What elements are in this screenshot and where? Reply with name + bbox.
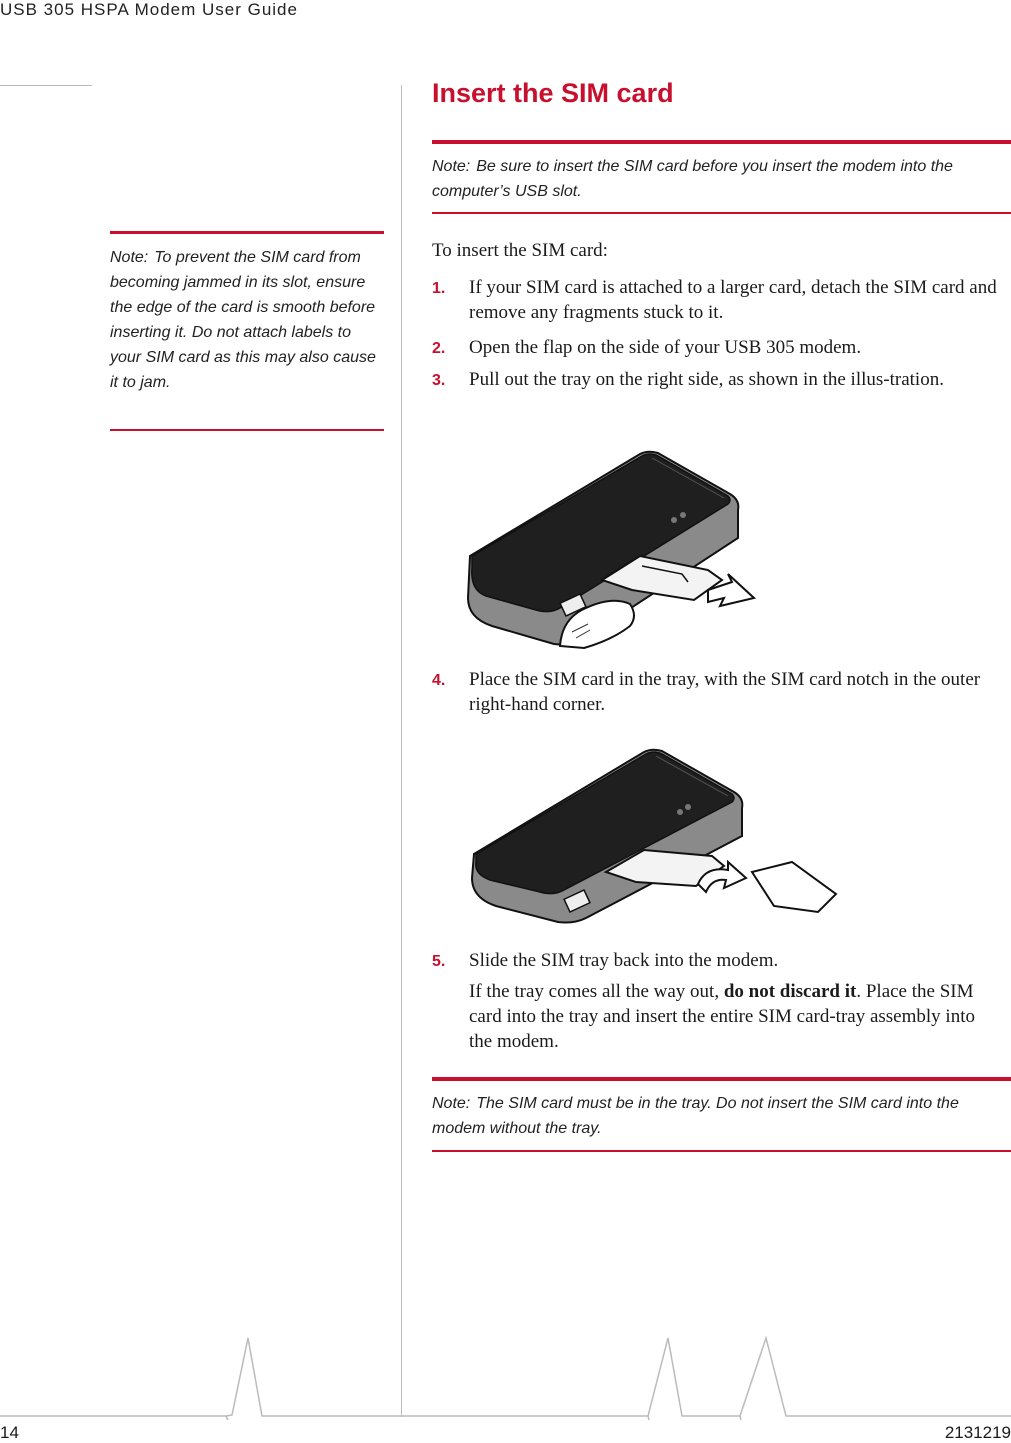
step-1 [432, 275, 1002, 327]
note-bottom-prefix: Note: [432, 1095, 471, 1112]
led-icon [677, 809, 683, 815]
note-top-text: Be sure to insert the SIM card before you insert the modem into the computer’s USB slot. [432, 158, 953, 200]
column-divider [401, 85, 402, 1417]
step-5 [432, 948, 1002, 974]
step-2 [432, 335, 1002, 361]
note-bottom [432, 1077, 1011, 1152]
intro-text: To insert the SIM card: [432, 240, 608, 261]
step-5-detail-before: If the tray comes all the way out, [469, 981, 724, 1002]
note-top [432, 140, 1011, 214]
step-2-text: Open the flap on the side of your USB 305 modem. [469, 337, 862, 358]
led-icon [671, 517, 677, 523]
footer-waveform [0, 1330, 1011, 1420]
step-3 [432, 367, 1002, 419]
step-1-text: If your SIM card is attached to a larger card, detach the SIM card and remove any fragments stuck to it. [469, 277, 997, 323]
figure-pull-out-tray [462, 448, 762, 653]
running-header: USB 305 HSPA Modem User Guide [0, 0, 298, 19]
note-side-text: To prevent the SIM card from becoming jammed in its slot, ensure the edge of the card is smooth before inserting it. Do not attach labels to your SIM card as this may also cause it to jam. [110, 249, 376, 391]
header-rule [0, 85, 92, 86]
step-4-number: 4. [432, 672, 446, 689]
section-title: Insert the SIM card [432, 78, 674, 108]
step-5-detail-bold: do not discard it [723, 981, 857, 1002]
step-2-number: 2. [432, 340, 446, 357]
step-1-number: 1. [432, 280, 446, 297]
figure-place-sim-card [466, 746, 838, 928]
step-5-number: 5. [432, 953, 446, 970]
led-icon [685, 804, 691, 810]
step-5-detail [469, 979, 999, 1054]
note-side [110, 231, 384, 431]
led-icon [680, 512, 686, 518]
step-3-text: Pull out the tray on the right side, as shown in the illus-tration. [469, 369, 944, 390]
sim-card-icon [752, 862, 836, 912]
step-5-detail-after: . Place the SIM card into the tray and insert the entire SIM card-tray assembly into the modem. [469, 981, 975, 1052]
step-3-number: 3. [432, 372, 446, 389]
note-top-prefix: Note: [432, 158, 471, 175]
step-4 [432, 667, 1002, 719]
note-bottom-text: The SIM card must be in the tray. Do not insert the SIM card into the modem without the tray. [432, 1095, 959, 1137]
step-5-text: Slide the SIM tray back into the modem. [469, 950, 779, 971]
document-number: 2131219 [944, 1423, 1011, 1442]
note-side-prefix: Note: [110, 249, 149, 266]
step-4-text: Place the SIM card in the tray, with the SIM card notch in the outer right-hand corner. [469, 669, 981, 715]
page-number: 14 [0, 1423, 19, 1442]
